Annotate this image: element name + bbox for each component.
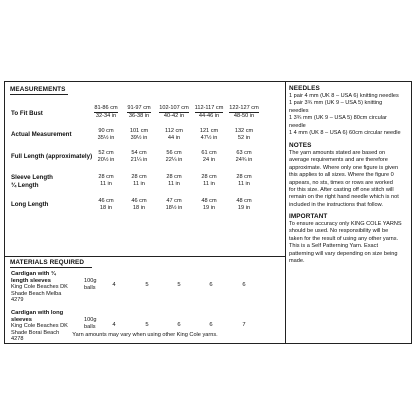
- measurement-cell: 121 cm 47½ in: [199, 128, 219, 141]
- notes-title: NOTES: [289, 142, 312, 149]
- measurement-cell: 56 cm 22¼ in: [165, 150, 183, 163]
- row-label-actual-measurement: Actual Measurement: [11, 131, 72, 138]
- pattern-info-table: [4, 81, 412, 344]
- material-item-long-sleeves: Cardigan with long sleeves King Cole Beaches DK Shade Borai Beach 4278: [11, 310, 68, 343]
- measurement-cell: 47 cm 18½ in: [165, 198, 183, 211]
- size-header: 81-86 cm 32-34 in: [94, 105, 118, 119]
- ball-count: 4: [112, 282, 116, 288]
- measurement-cell: 52 cm 20½ in: [97, 150, 115, 163]
- needles-list: 1 pair 4 mm (UK 8 – USA 6) knitting needles 1 pair 3¾ mm (UK 9 – USA 5) knitting needles 1 3¾ mm (UK 9 – USA 5) 80cm circular needle 1 4 mm (UK 8 – USA 6) 60cm circular needle: [289, 93, 401, 137]
- row-label-sleeve-length: Sleeve Length: [11, 174, 53, 181]
- measurements-title-underline: [10, 94, 68, 95]
- measurement-cell: 28 cm 11 in: [201, 174, 217, 187]
- measurement-cell: 28 cm 11 in: [166, 174, 182, 187]
- measurement-cell: 48 cm 19 in: [236, 198, 252, 211]
- ball-count: 6: [242, 282, 246, 288]
- measurement-cell: 28 cm 11 in: [98, 174, 114, 187]
- measurements-title: MEASUREMENTS: [10, 86, 66, 93]
- notes-text: The yarn amounts stated are based on average requirements and are therefore approximate. Where only one figure is given this applies to all sizes. Where the figure 0 appears, no sts, times or rows are worked for this size. After casting off one stitch will remain on the right hand needle which is not included in the instructions that follow.: [289, 150, 399, 208]
- needles-title: NEEDLES: [289, 85, 320, 92]
- yarn-footnote: Yarn amounts may vary when using other King Cole yarns.: [72, 332, 218, 338]
- section-divider: [5, 256, 285, 257]
- ball-count: 4: [112, 322, 116, 328]
- ball-count: 6: [177, 322, 181, 328]
- ball-count: 7: [242, 322, 246, 328]
- important-text: To ensure accuracy only KING COLE YARNS should be used. No responsibility will be taken for the result of using any other yarns. This is a Self Patterning Yarn. Exact patterning will vary depending on size being made.: [289, 221, 402, 265]
- row-label-to-fit-bust: To Fit Bust: [11, 110, 43, 117]
- row-label-full-length: Full Length (approximately): [11, 153, 93, 160]
- ball-count: 6: [209, 282, 213, 288]
- measurement-cell: 90 cm 35½ in: [97, 128, 115, 141]
- size-header: 102-107 cm 40-42 in: [159, 105, 189, 119]
- materials-title: MATERIALS REQUIRED: [10, 259, 85, 266]
- measurement-cell: 132 cm 52 in: [234, 128, 254, 141]
- measurement-cell: 54 cm 21¼ in: [130, 150, 148, 163]
- measurement-cell: 101 cm 39½ in: [129, 128, 149, 141]
- ball-count: 5: [177, 282, 181, 288]
- column-divider: [285, 82, 286, 343]
- ball-unit: 100g balls: [84, 278, 97, 291]
- size-header: 112-117 cm 44-46 in: [194, 105, 224, 119]
- materials-title-underline: [10, 267, 92, 268]
- measurement-cell: 112 cm 44 in: [165, 128, 183, 141]
- ball-count: 5: [145, 282, 149, 288]
- material-item-three-quarter-sleeves: Cardigan with ¾ length sleeves King Cole Beaches DK Shade Beach Melba 4279: [11, 271, 68, 304]
- measurement-cell: 28 cm 11 in: [236, 174, 252, 187]
- ball-count: 6: [209, 322, 213, 328]
- measurement-cell: 28 cm 11 in: [131, 174, 147, 187]
- size-header: 91-97 cm 36-38 in: [127, 105, 151, 119]
- important-title: IMPORTANT: [289, 213, 328, 220]
- row-label-long-length: Long Length: [11, 201, 49, 208]
- measurement-cell: 48 cm 19 in: [201, 198, 217, 211]
- row-label-three-quarter-length: ¾ Length: [11, 182, 39, 189]
- measurement-cell: 61 cm 24 in: [201, 150, 217, 163]
- size-header: 122-127 cm 48-50 in: [229, 105, 259, 119]
- measurement-cell: 46 cm 18 in: [131, 198, 147, 211]
- ball-unit: 100g balls: [84, 317, 97, 330]
- measurement-cell: 46 cm 18 in: [98, 198, 114, 211]
- ball-count: 5: [145, 322, 149, 328]
- measurement-cell: 63 cm 24¾ in: [235, 150, 253, 163]
